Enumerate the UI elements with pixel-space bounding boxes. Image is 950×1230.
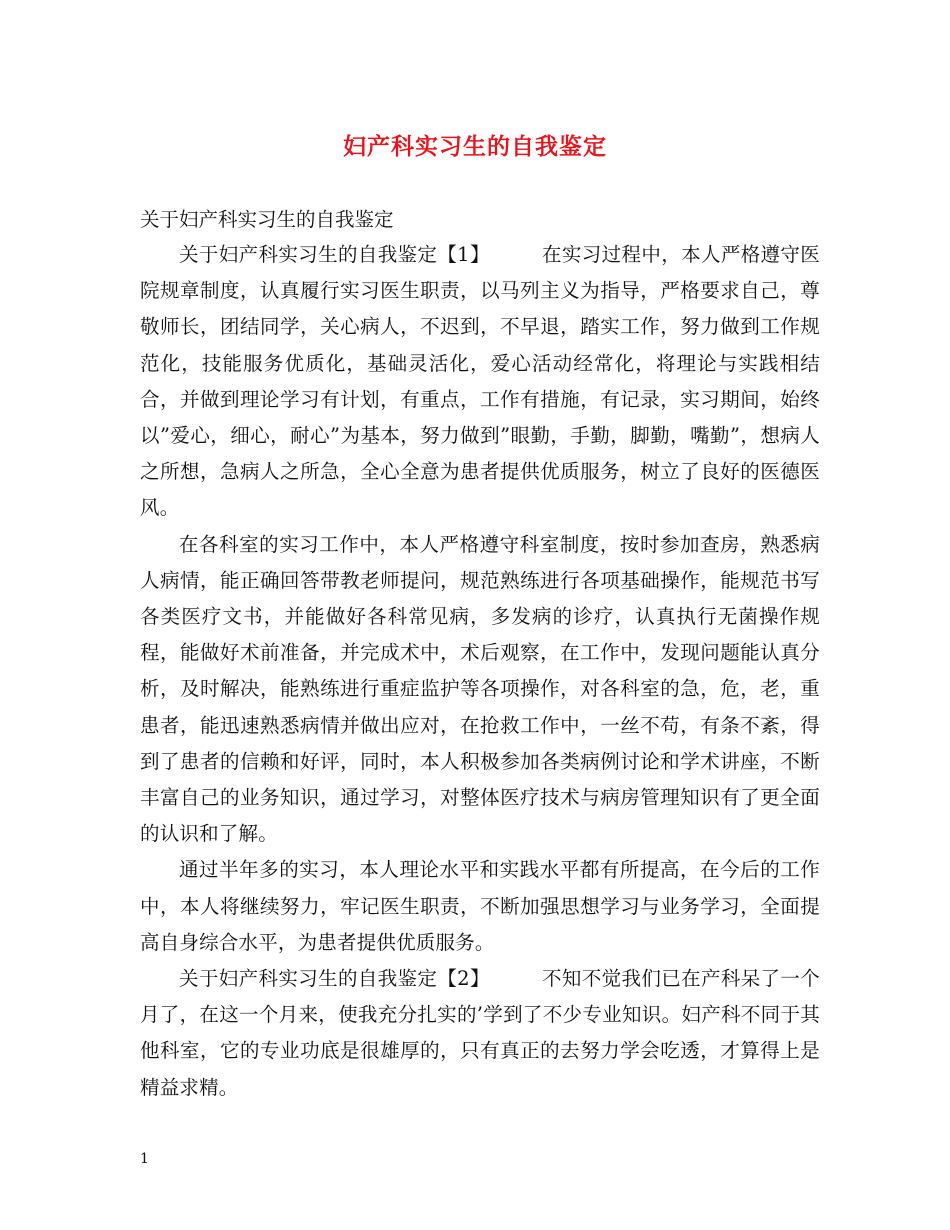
page-title: 妇产科实习生的自我鉴定 [343,133,607,160]
section-heading-2: 关于妇产科实习生的自我鉴定【2】 [179,967,490,991]
paragraph-2 [140,527,820,853]
page-number: 1 [140,1151,149,1167]
document-body [140,237,820,1106]
paragraph-4 [140,961,820,1106]
paragraph-1 [140,237,820,527]
paragraph-1-text: 在实习过程中，本人严格遵守医院规章制度，认真履行实习医生职责，以马列主义为指导，严格要求自己，尊敬师长，团结同学，关心病人，不迟到，不早退，踏实工作，努力做到工作规范化，技能服务优质化，基础灵活化，爱心活动经常化，将理论与实践相结合，并做到理论学习有计划，有重点，工作有措施，有记录，实习期间，始终以”爱心，细心，耐心”为基本，努力做到”眼勤，手勤，脚勤，嘴勤”，想病人之所想，急病人之所急，全心全意为患者提供优质服务，树立了良好的医德医风。 [140,243,820,520]
paragraph-3-text: 通过半年多的实习，本人理论水平和实践水平都有所提高，在今后的工作中，本人将继续努力，牢记医生职责，不断加强思想学习与业务学习，全面提高自身综合水平，为患者提供优质服务。 [140,858,820,954]
paragraph-2-text: 在各科室的实习工作中，本人严格遵守科室制度，按时参加查房，熟悉病人病情，能正确回答带教老师提问，规范熟练进行各项基础操作，能规范书写各类医疗文书，并能做好各科常见病，多发病的诊疗，认真执行无菌操作规程，能做好术前准备，并完成术中，术后观察，在工作中，发现问题能认真分析，及时解决，能熟练进行重症监护等各项操作，对各科室的急，危，老，重患者，能迅速熟悉病情并做出应对，在抢救工作中，一丝不苟，有条不紊，得到了患者的信赖和好评，同时，本人积极参加各类病例讨论和学术讲座，不断丰富自己的业务知识，通过学习，对整体医疗技术与病房管理知识有了更全面的认识和了解。 [140,532,820,846]
paragraph-3 [140,852,820,961]
paragraph-4-text: 不知不觉我们已在产科呆了一个月了，在这一个月来，使我充分扎实的’学到了不少专业知识。妇产科不同于其他科室，它的专业功底是很雄厚的，只有真正的去努力学会吃透，才算得上是精益求精。 [140,967,820,1099]
document-subtitle: 关于妇产科实习生的自我鉴定 [140,208,394,231]
section-heading-1: 关于妇产科实习生的自我鉴定【1】 [179,243,490,266]
